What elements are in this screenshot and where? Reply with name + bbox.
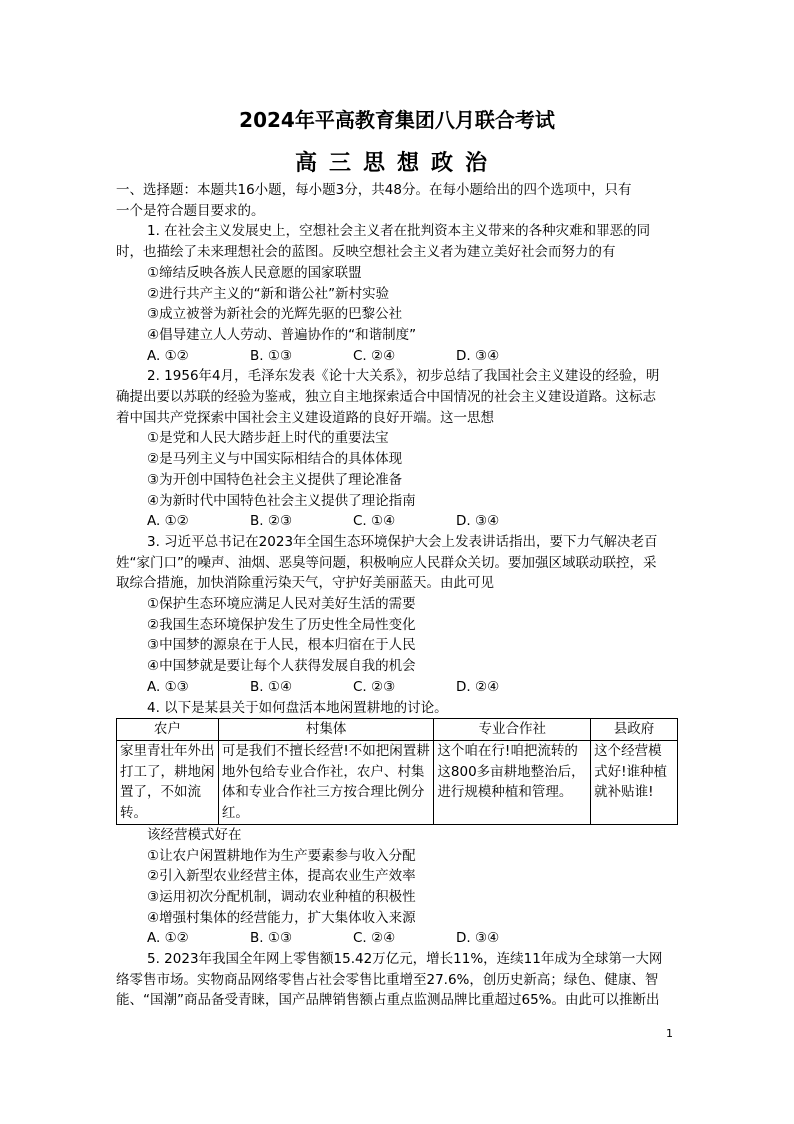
choice-a[interactable]: A. ①② xyxy=(147,347,189,364)
page-number: 1 xyxy=(666,1027,673,1040)
choice-b[interactable]: B. ①③ xyxy=(250,930,293,947)
statement-4: ④增强村集体的经营能力，扩大集体收入来源 xyxy=(147,909,416,926)
question-3 xyxy=(116,532,680,698)
choice-a[interactable]: A. ①② xyxy=(147,930,189,947)
exam-content xyxy=(116,180,680,1011)
choice-a[interactable]: A. ①③ xyxy=(147,678,189,695)
cell-farmer: 家里青壮年外出打工了，耕地闲置了，不如流转。 xyxy=(117,740,219,824)
cell-cooperative: 这个咱在行!咱把流转的这800多亩耕地整治后，进行规模种植和管理。 xyxy=(434,740,591,824)
question-stem: 确提出要以苏联的经验为鉴戒，独立自主地探索适合中国情况的社会主义建设道路。这标志 xyxy=(116,389,656,406)
choice-c[interactable]: C. ②③ xyxy=(353,678,396,695)
choice-b[interactable]: B. ②③ xyxy=(250,513,293,530)
statement-2: ②进行共产主义的“新和谐公社”新村实验 xyxy=(147,285,390,302)
question-stem: 络零售市场。实物商品网络零售占社会零售比重增至27.6%，创历史新高；绿色、健康、智 xyxy=(116,971,659,988)
header-village-collective: 村集体 xyxy=(218,719,434,741)
question-stem: 5. 2023年我国全年网上零售额15.42万亿元，增长11%，连续11年成为全球第一大网 xyxy=(147,951,663,968)
table-header-row xyxy=(117,719,678,741)
answer-choices xyxy=(116,346,680,367)
question-stem: 姓“家门口”的噪声、油烟、恶臭等问题，积极响应人民群众关切。要加强区域联动联控，采 xyxy=(116,554,657,571)
choice-d[interactable]: D. ③④ xyxy=(456,930,500,947)
question-stem: 3. 习近平总书记在2023年全国生态环境保护大会上发表讲话指出，要下力气解决老百 xyxy=(147,533,658,550)
choice-d[interactable]: D. ③④ xyxy=(456,347,500,364)
question-2 xyxy=(116,366,680,532)
statement-3: ③成立被誉为新社会的光辉先驱的巴黎公社 xyxy=(147,306,403,323)
question-1 xyxy=(116,221,680,366)
table-row xyxy=(117,740,678,824)
choice-a[interactable]: A. ①② xyxy=(147,513,189,530)
statement-2: ②我国生态环境保护发生了历史性全局性变化 xyxy=(147,616,416,633)
statement-3: ③运用初次分配机制，调动农业种植的积极性 xyxy=(147,888,416,905)
subject-title: 高三思想政治 xyxy=(294,151,499,176)
section-instruction-cont: 一个是符合题目要求的。 xyxy=(116,202,265,219)
header-county-government: 县政府 xyxy=(591,719,678,741)
choice-c[interactable]: C. ②④ xyxy=(353,930,396,947)
choice-d[interactable]: D. ②④ xyxy=(456,678,500,695)
choice-c[interactable]: C. ②④ xyxy=(353,347,396,364)
statement-4: ④倡导建立人人劳动、普遍协作的“和谐制度” xyxy=(147,326,417,343)
question-stem: 1. 在社会主义发展史上，空想社会主义者在批判资本主义带来的各种灾难和罪恶的同 xyxy=(147,223,651,240)
statement-3: ③为开创中国特色社会主义提供了理论准备 xyxy=(147,471,403,488)
statement-3: ③中国梦的源泉在于人民，根本归宿在于人民 xyxy=(147,637,416,654)
discussion-table xyxy=(116,718,678,825)
question-stem: 该经营模式好在 xyxy=(147,826,242,843)
statement-1: ①是党和人民大踏步赶上时代的重要法宝 xyxy=(147,430,389,447)
choice-c[interactable]: C. ①④ xyxy=(353,513,396,530)
section-instruction: 一、选择题：本题共16小题，每小题3分，共48分。在每小题给出的四个选项中，只有 xyxy=(116,182,632,198)
statement-1: ①保护生态环境应满足人民对美好生活的需要 xyxy=(147,596,416,613)
statement-2: ②是马列主义与中国实际相结合的具体体现 xyxy=(147,451,403,468)
header-cooperative: 专业合作社 xyxy=(434,719,591,741)
cell-village-collective: 可是我们不擅长经营!不如把闲置耕地外包给专业合作社，农户、村集体和专业合作社三方按合理比例分红。 xyxy=(218,740,434,824)
question-stem: 时，也描绘了未来理想社会的蓝图。反映空想社会主义者为建立美好社会而努力的有 xyxy=(116,244,616,261)
answer-choices xyxy=(116,511,680,532)
statement-2: ②引入新型农业经营主体，提高农业生产效率 xyxy=(147,868,416,885)
statement-4: ④中国梦就是要让每个人获得发展自我的机会 xyxy=(147,658,416,675)
question-stem: 2. 1956年4月，毛泽东发表《论十大关系》，初步总结了我国社会主义建设的经验，明 xyxy=(147,368,660,385)
exam-title: 2024年平高教育集团八月联合考试 xyxy=(239,108,555,132)
statement-1: ①让农户闲置耕地作为生产要素参与收入分配 xyxy=(147,847,416,864)
question-stem: 着中国共产党探索中国社会主义建设道路的良好开端。这一思想 xyxy=(116,409,494,426)
question-stem: 4. 以下是某县关于如何盘活本地闲置耕地的讨论。 xyxy=(147,699,448,716)
choice-d[interactable]: D. ③④ xyxy=(456,513,500,530)
question-stem: 能、“国潮”商品备受青睐，国产品牌销售额占重点监测品牌比重超过65%。由此可以推断出 xyxy=(116,992,660,1009)
cell-county-government: 这个经营模式好!谁种植就补贴谁! xyxy=(591,740,678,824)
choice-b[interactable]: B. ①④ xyxy=(250,678,293,695)
answer-choices xyxy=(116,928,680,949)
statement-1: ①缔结反映各族人民意愿的国家联盟 xyxy=(147,264,362,281)
question-4 xyxy=(116,698,680,949)
statement-4: ④为新时代中国特色社会主义提供了理论指南 xyxy=(147,492,416,509)
answer-choices xyxy=(116,677,680,698)
question-stem: 取综合措施，加快消除重污染天气，守护好美丽蓝天。由此可见 xyxy=(116,575,494,592)
choice-b[interactable]: B. ①③ xyxy=(250,347,293,364)
header-farmer: 农户 xyxy=(117,719,219,741)
question-5 xyxy=(116,949,680,1011)
